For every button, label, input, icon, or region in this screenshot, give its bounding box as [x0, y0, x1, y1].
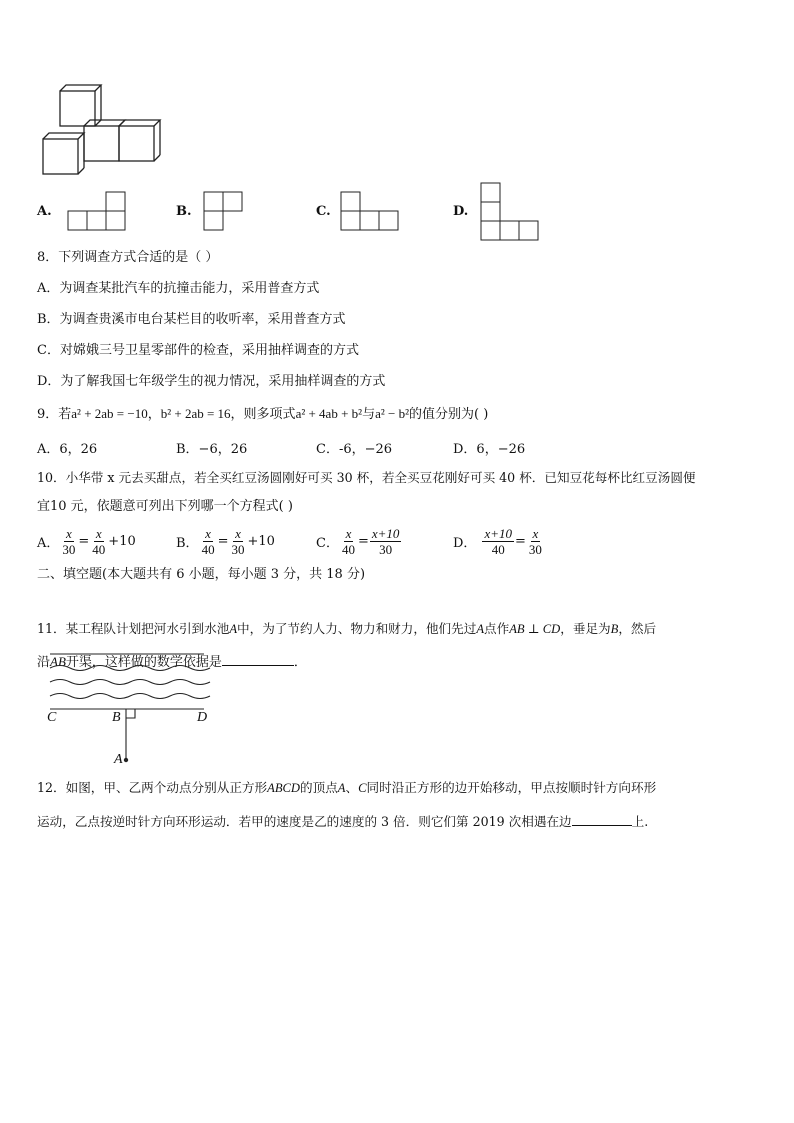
q10-option-c-label: C．	[316, 536, 339, 551]
q11-perp-expr: AB ⊥ CD	[509, 622, 561, 636]
cube-stack-figure	[38, 80, 178, 180]
q11-line-1	[37, 621, 656, 637]
q12-sep: 、	[345, 780, 359, 795]
q10-c-num2: x+10	[371, 526, 400, 541]
q11-point-b: B	[610, 622, 619, 636]
fig-label-d: D	[197, 710, 208, 725]
q10-b-den1: 40	[201, 542, 215, 557]
q9-prefix: 9．若	[37, 407, 72, 422]
q10-c-den2: 30	[379, 542, 393, 557]
q7-option-b-label: B.	[176, 204, 192, 219]
q11-point-a-2: A	[476, 622, 485, 636]
q9-suffix: 的值分别为( )	[408, 407, 489, 422]
q11-text-1a: 11．某工程队计划把河水引到水池	[37, 621, 230, 636]
q10-a-tail: +10	[108, 534, 136, 549]
fig-label-a: A	[114, 752, 123, 767]
q12-answer-blank[interactable]	[572, 812, 632, 826]
q7-option-a-view	[66, 191, 128, 233]
q10-option-b-label: B．	[176, 536, 199, 551]
q10-c-eq: =	[357, 534, 369, 549]
q10-d-eq: =	[514, 534, 526, 549]
q10-line-2: 宜10 元，依题意可列出下列哪一个方程式( )	[37, 499, 293, 514]
q11-text-2a: 沿	[37, 655, 51, 670]
q12-text-1a: 12．如图，甲、乙两个动点分别从正方形	[37, 780, 268, 795]
q7-option-c-label: C.	[316, 204, 331, 219]
q12-text-1b: 的顶点	[300, 780, 338, 795]
q7-option-c-view	[339, 191, 401, 233]
q12-square-abcd: ABCD	[267, 781, 301, 795]
q9-condition-expr: a² + 2ab = −10，b² + 2ab = 16	[71, 406, 231, 421]
q10-a-num2: x	[95, 526, 102, 541]
q11-segment-ab: AB	[50, 654, 66, 669]
q11-text-2b: 开渠，这样做的数学依据是	[65, 655, 222, 670]
q11-text-1b: 中，为了节约人力、物力和财力，他们先过	[237, 621, 477, 636]
q10-b-den2: 30	[231, 542, 245, 557]
q11-text-1d: ，垂足为	[560, 621, 611, 636]
q10-d-num2: x	[532, 526, 539, 541]
q10-option-b	[176, 526, 275, 557]
q10-b-tail: +10	[247, 534, 275, 549]
q10-option-d-label: D．	[453, 536, 477, 551]
q12-vertex-a: A	[337, 781, 346, 795]
q11-text-2end: ．	[293, 655, 307, 670]
q11-text-1e: ，然后	[618, 621, 657, 636]
q8-option-b: B．为调查贵溪市电台某栏目的收听率，采用普查方式	[37, 312, 346, 327]
q10-b-eq: =	[217, 534, 229, 549]
q10-option-d	[453, 526, 545, 557]
q7-option-b-view	[202, 191, 246, 233]
q9-polynomial-1: a² + 4ab + b²	[295, 406, 363, 421]
q10-c-num1: x	[345, 526, 352, 541]
q12-line-1	[37, 780, 656, 796]
q12-line-2	[37, 812, 648, 830]
fig-label-c: C	[47, 710, 57, 725]
q9-option-b: B．−6，26	[176, 442, 248, 457]
q12-text-2a: 运动，乙点按逆时针方向环形运动．若甲的速度是乙的速度的 3 倍．则它们第 2019 次相遇在边	[37, 814, 572, 829]
fig-label-b: B	[112, 710, 121, 725]
river-canal-figure	[44, 650, 219, 770]
q10-a-den1: 30	[62, 542, 76, 557]
q7-option-d-view	[479, 182, 541, 242]
q7-option-a-label: A.	[37, 204, 52, 219]
q10-option-a-label: A．	[37, 536, 60, 551]
q9-polynomial-2: a² − b²	[375, 406, 409, 421]
q10-b-num2: x	[235, 526, 241, 541]
q12-text-2end: 上.	[631, 814, 649, 829]
q9-option-c: C．-6，−26	[316, 442, 393, 457]
q10-option-a	[37, 526, 136, 557]
q8-option-d: D．为了解我国七年级学生的视力情况，采用抽样调查的方式	[37, 374, 386, 389]
q10-d-num1: x+10	[484, 526, 512, 541]
q10-b-num1: x	[205, 526, 211, 541]
q10-a-den2: 40	[92, 542, 106, 557]
q8-option-c: C．对嫦娥三号卫星零部件的检查，采用抽样调查的方式	[37, 343, 359, 358]
q12-text-1c: 同时沿正方形的边开始移动，甲点按顺时针方向环形	[366, 780, 657, 795]
q10-d-den1: 40	[491, 542, 505, 557]
q11-text-1c: 点作	[484, 621, 510, 636]
q10-option-c	[316, 526, 402, 557]
q10-line-1: 10．小华带 x 元去买甜点，若全买红豆汤圆刚好可买 30 杯，若全买豆花刚好可买 40 杯．已知豆花每杯比红豆汤圆便	[37, 470, 696, 485]
q8-stem: 8．下列调查方式合适的是（ ）	[37, 250, 219, 265]
q9-option-a: A．6，26	[37, 442, 98, 457]
section-2-heading: 二、填空题(本大题共有 6 小题，每小题 3 分，共 18 分)	[37, 567, 366, 582]
q9-option-d: D．6，−26	[453, 442, 526, 457]
q11-answer-blank[interactable]	[222, 652, 294, 666]
q8-option-a: A．为调查某批汽车的抗撞击能力，采用普查方式	[37, 281, 320, 296]
q7-option-d-label: D.	[453, 204, 469, 219]
q9-and: 与	[362, 407, 376, 422]
q10-a-eq: =	[78, 534, 90, 549]
q10-c-den1: 40	[341, 542, 355, 557]
q12-vertex-c: C	[358, 781, 367, 795]
q10-d-den2: 30	[528, 542, 542, 557]
q9-stem	[37, 406, 488, 423]
q9-mid: ，则多项式	[230, 407, 296, 422]
q11-point-a: A	[229, 622, 238, 636]
q10-a-num1: x	[66, 526, 72, 541]
